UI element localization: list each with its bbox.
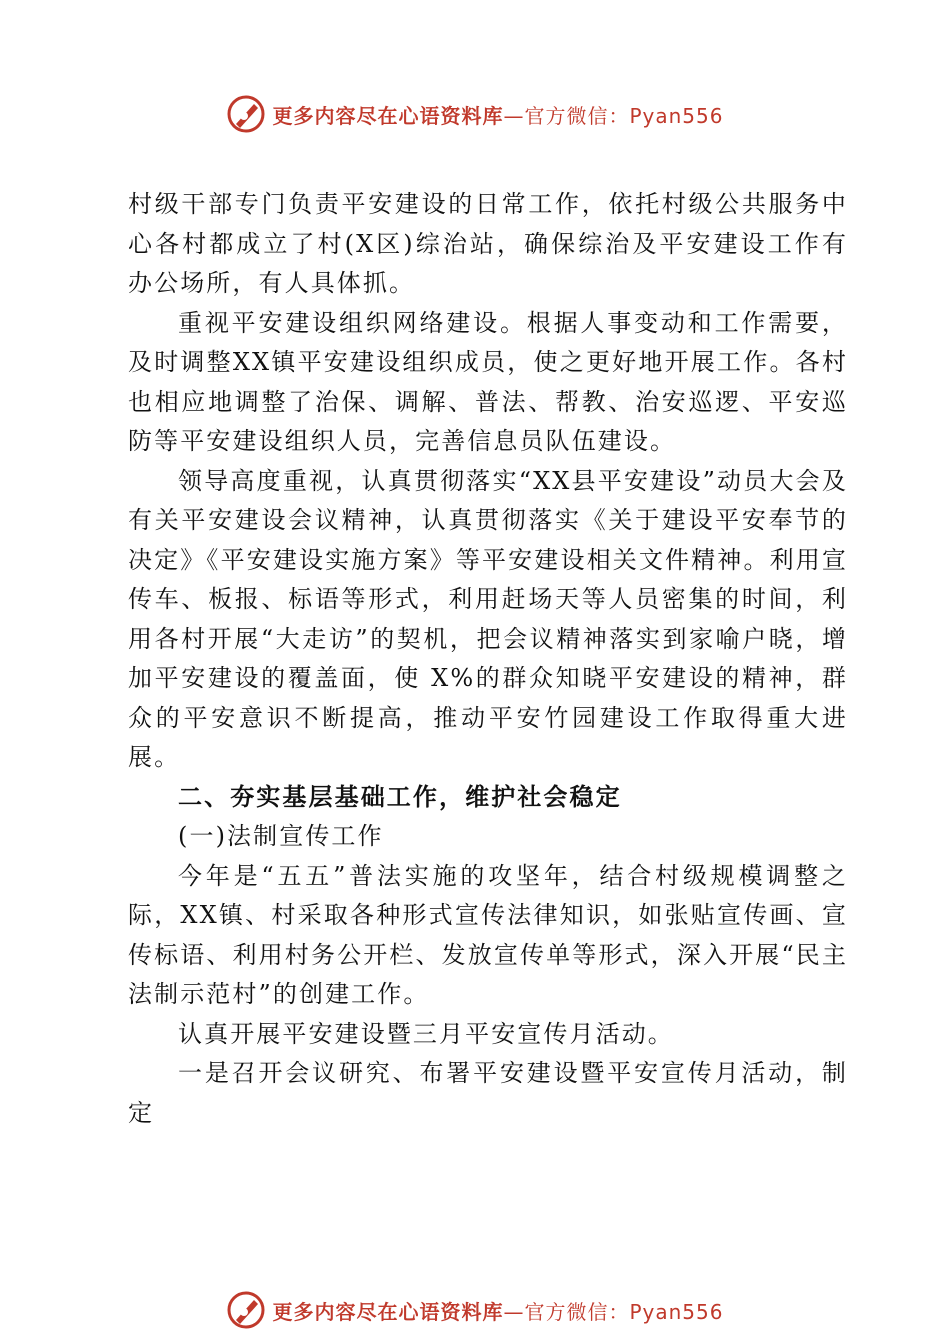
banner-text: [272, 100, 723, 129]
banner-main-text: 更多内容尽在心语资料库: [272, 1299, 504, 1324]
document-body: [128, 185, 848, 1133]
paragraph: 村级干部专门负责平安建设的日常工作，依托村级公共服务中心各村都成立了村(X区)综治站，确保综治及平安建设工作有办公场所，有人具体抓。: [128, 190, 848, 297]
banner-wechat-text: —官方微信：Pyan556: [503, 1299, 724, 1324]
banner-wechat-text: —官方微信：Pyan556: [503, 103, 724, 128]
footer-banner: [0, 1288, 950, 1332]
header-banner: [0, 92, 950, 136]
banner-text: [272, 1296, 723, 1325]
paragraph: 今年是“五五”普法实施的攻坚年，结合村级规模调整之际，XX镇、村采取各种形式宣传法律知识，如张贴宣传画、宣传标语、利用村务公开栏、发放宣传单等形式，深入开展“民主法制示范村”的创建工作。: [128, 861, 848, 1008]
banner-main-text: 更多内容尽在心语资料库: [272, 103, 504, 128]
paragraph: 认真开展平安建设暨三月平安宣传月活动。: [178, 1019, 674, 1048]
subsection-heading: (一)法制宣传工作: [178, 822, 384, 850]
pen-logo-icon: [226, 1290, 266, 1330]
paragraph: 领导高度重视，认真贯彻落实“XX县平安建设”动员大会及有关平安建设会议精神，认真贯彻落实《关于建设平安奉节的决定》《平安建设实施方案》等平安建设相关文件精神。利用宣传车、板报、标语等形式，利用赶场天等人员密集的时间，利用各村开展“大走访”的契机，把会议精神落实到家喻户晓，增加平安建设的覆盖面，使 X%的群众知晓平安建设的精神，群众的平安意识不断提高，推动平安竹园建设工作取得重大进展。: [128, 466, 848, 771]
pen-logo-icon: [226, 94, 266, 134]
paragraph: 重视平安建设组织网络建设。根据人事变动和工作需要，及时调整XX镇平安建设组织成员，使之更好地开展工作。各村也相应地调整了治保、调解、普法、帮教、治安巡逻、平安巡防等平安建设组织人员，完善信息员队伍建设。: [128, 308, 848, 455]
section-heading: 二、夯实基层基础工作，维护社会稳定: [178, 782, 622, 811]
paragraph: 一是召开会议研究、布署平安建设暨平安宣传月活动，制定: [128, 1059, 848, 1127]
